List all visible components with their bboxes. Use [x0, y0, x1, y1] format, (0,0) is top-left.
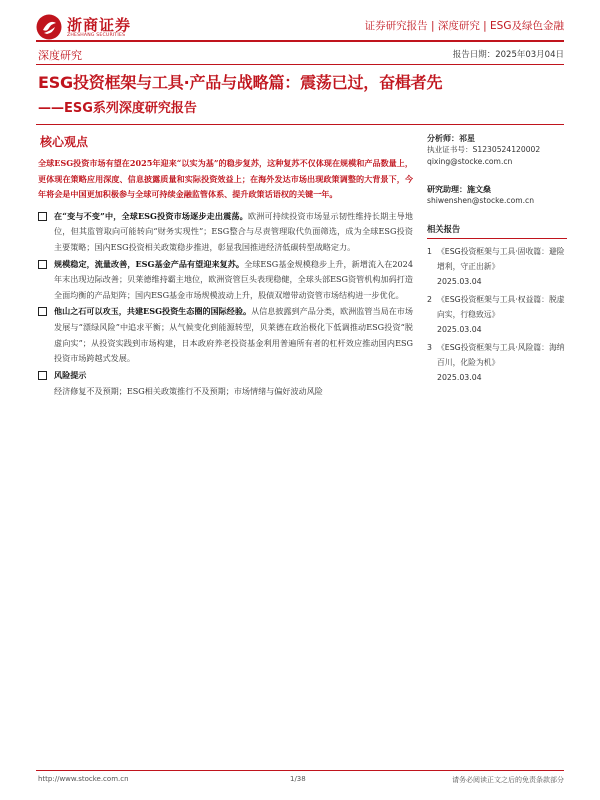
- report-title: ESG投资框架与工具·产品与战略篇：震荡已过，奋楫者先: [38, 73, 443, 92]
- checkbox-icon: [38, 212, 47, 221]
- related-reports-heading: 相关报告: [427, 223, 567, 239]
- report-date: 报告日期：2025年03月04日: [452, 50, 564, 60]
- key-point-lead: 规模稳定，流量改善，ESG基金产品有望迎来复苏。: [54, 258, 245, 269]
- checkbox-icon: [38, 371, 47, 380]
- report-category: 证券研究报告 | 深度研究 | ESG及绿色金融: [364, 20, 564, 32]
- related-report-number: 2: [427, 295, 432, 304]
- key-point: [38, 304, 413, 366]
- key-point-lead: 在“变与不变”中，全球ESG投资市场逐步走出震荡。: [54, 210, 248, 221]
- related-report-item[interactable]: [427, 292, 567, 322]
- footer-website[interactable]: http://www.stocke.com.cn: [38, 775, 129, 783]
- related-reports-list: [427, 244, 567, 385]
- logo-cn: 浙商证券: [67, 15, 132, 34]
- key-point: [38, 209, 413, 256]
- analyst-email[interactable]: qixing@stocke.com.cn: [427, 157, 513, 166]
- risk-title: 风险提示: [54, 369, 87, 380]
- sidebar: [427, 133, 567, 388]
- section-label: 深度研究: [38, 49, 82, 62]
- analyst-name: 分析师：祁星: [427, 134, 475, 143]
- key-point-body: 欧洲可持续投资市场显示韧性维持长期主导地位，但其监管取向可能转向“财务实现性”；ESG整合与尽责管理取代负面筛选，成为全球ESG投资主要策略；国内ESG投资相关政策稳步推进，彰显我国推进经济低碳转型战略定力。: [54, 210, 413, 252]
- report-subtitle: ——ESG系列深度研究报告: [38, 101, 197, 116]
- related-report-item[interactable]: [427, 244, 567, 274]
- footer-disclaimer: 请务必阅读正文之后的免责条款部分: [452, 776, 564, 784]
- divider: [36, 124, 564, 125]
- key-point: [38, 257, 413, 304]
- summary-paragraph: 全球ESG投资市场有望在2025年迎来“以实为基”的稳步复苏，这种复苏不仅体现在规模和产品数量上，更体现在策略应用深度、信息披露质量和实际投资效益上；在海外发达市场出现政策调整的大背景下，今年将会是中国更加积极参与全球可持续金融监管体系、提升政策话语权的关键一年。: [38, 158, 413, 200]
- key-point-body: 从信息披露到产品分类，欧洲监管当局在市场发展与“漂绿风险”中追求平衡；从气候变化到能源转型，贝莱德在政治极化下低调推动ESG投资“脱虚向实”；从投资实践到市场构建，日本政府养老投资基金利用普遍所有者的杠杆效应推动国内ESG投资市场跨越式发展。: [54, 306, 413, 364]
- page-number: 1/38: [290, 775, 306, 783]
- related-report-number: 1: [427, 247, 432, 256]
- assistant-name: 研究助理：施文燊: [427, 185, 491, 194]
- related-report-title: 《ESG投资框架与工具·固收篇：避险增利，守正出新》: [437, 247, 565, 271]
- logo-mark-icon: [36, 14, 62, 40]
- main-content: [38, 133, 413, 400]
- key-point-lead: 他山之石可以攻玉，共建ESG投资生态圈的国际经验。: [54, 306, 252, 317]
- divider: [36, 64, 564, 65]
- risk-text: 经济修复不及预期；ESG相关政策推行不及预期；市场情绪与偏好波动风险: [54, 386, 323, 397]
- assistant-email[interactable]: shiwenshen@stocke.com.cn: [427, 196, 535, 205]
- related-report-number: 3: [427, 343, 432, 352]
- logo-en: ZHESHANG SECURITIES: [67, 32, 126, 38]
- divider: [36, 40, 564, 42]
- related-report-title: 《ESG投资框架与工具·风险篇：海纳百川，化险为机》: [437, 343, 565, 367]
- related-report-date: 2025.03.04: [437, 277, 482, 286]
- risk-heading: [38, 368, 413, 384]
- related-report-item[interactable]: [427, 340, 567, 370]
- related-report-date: 2025.03.04: [437, 325, 482, 334]
- related-report-title: 《ESG投资框架与工具·权益篇：脱虚向实，行稳致远》: [437, 295, 565, 319]
- footer-divider: [36, 770, 564, 771]
- checkbox-icon: [38, 260, 47, 269]
- checkbox-icon: [38, 307, 47, 316]
- core-heading: 核心观点: [40, 135, 89, 149]
- analyst-cert: 执业证书号：S1230524120002: [427, 145, 541, 154]
- key-point-body: 全球ESG基金规模稳步上升，新增流入在2024年末出现边际改善；贝莱德维持霸主地位，欧洲资管巨头表现稳健，全球头部ESG资管机构加码打造全面均衡的产品矩阵；国内ESG基金市场规模波动上升，股债双增带动资管市场结构进一步优化。: [54, 258, 413, 300]
- company-logo: [36, 14, 131, 40]
- related-report-date: 2025.03.04: [437, 373, 482, 382]
